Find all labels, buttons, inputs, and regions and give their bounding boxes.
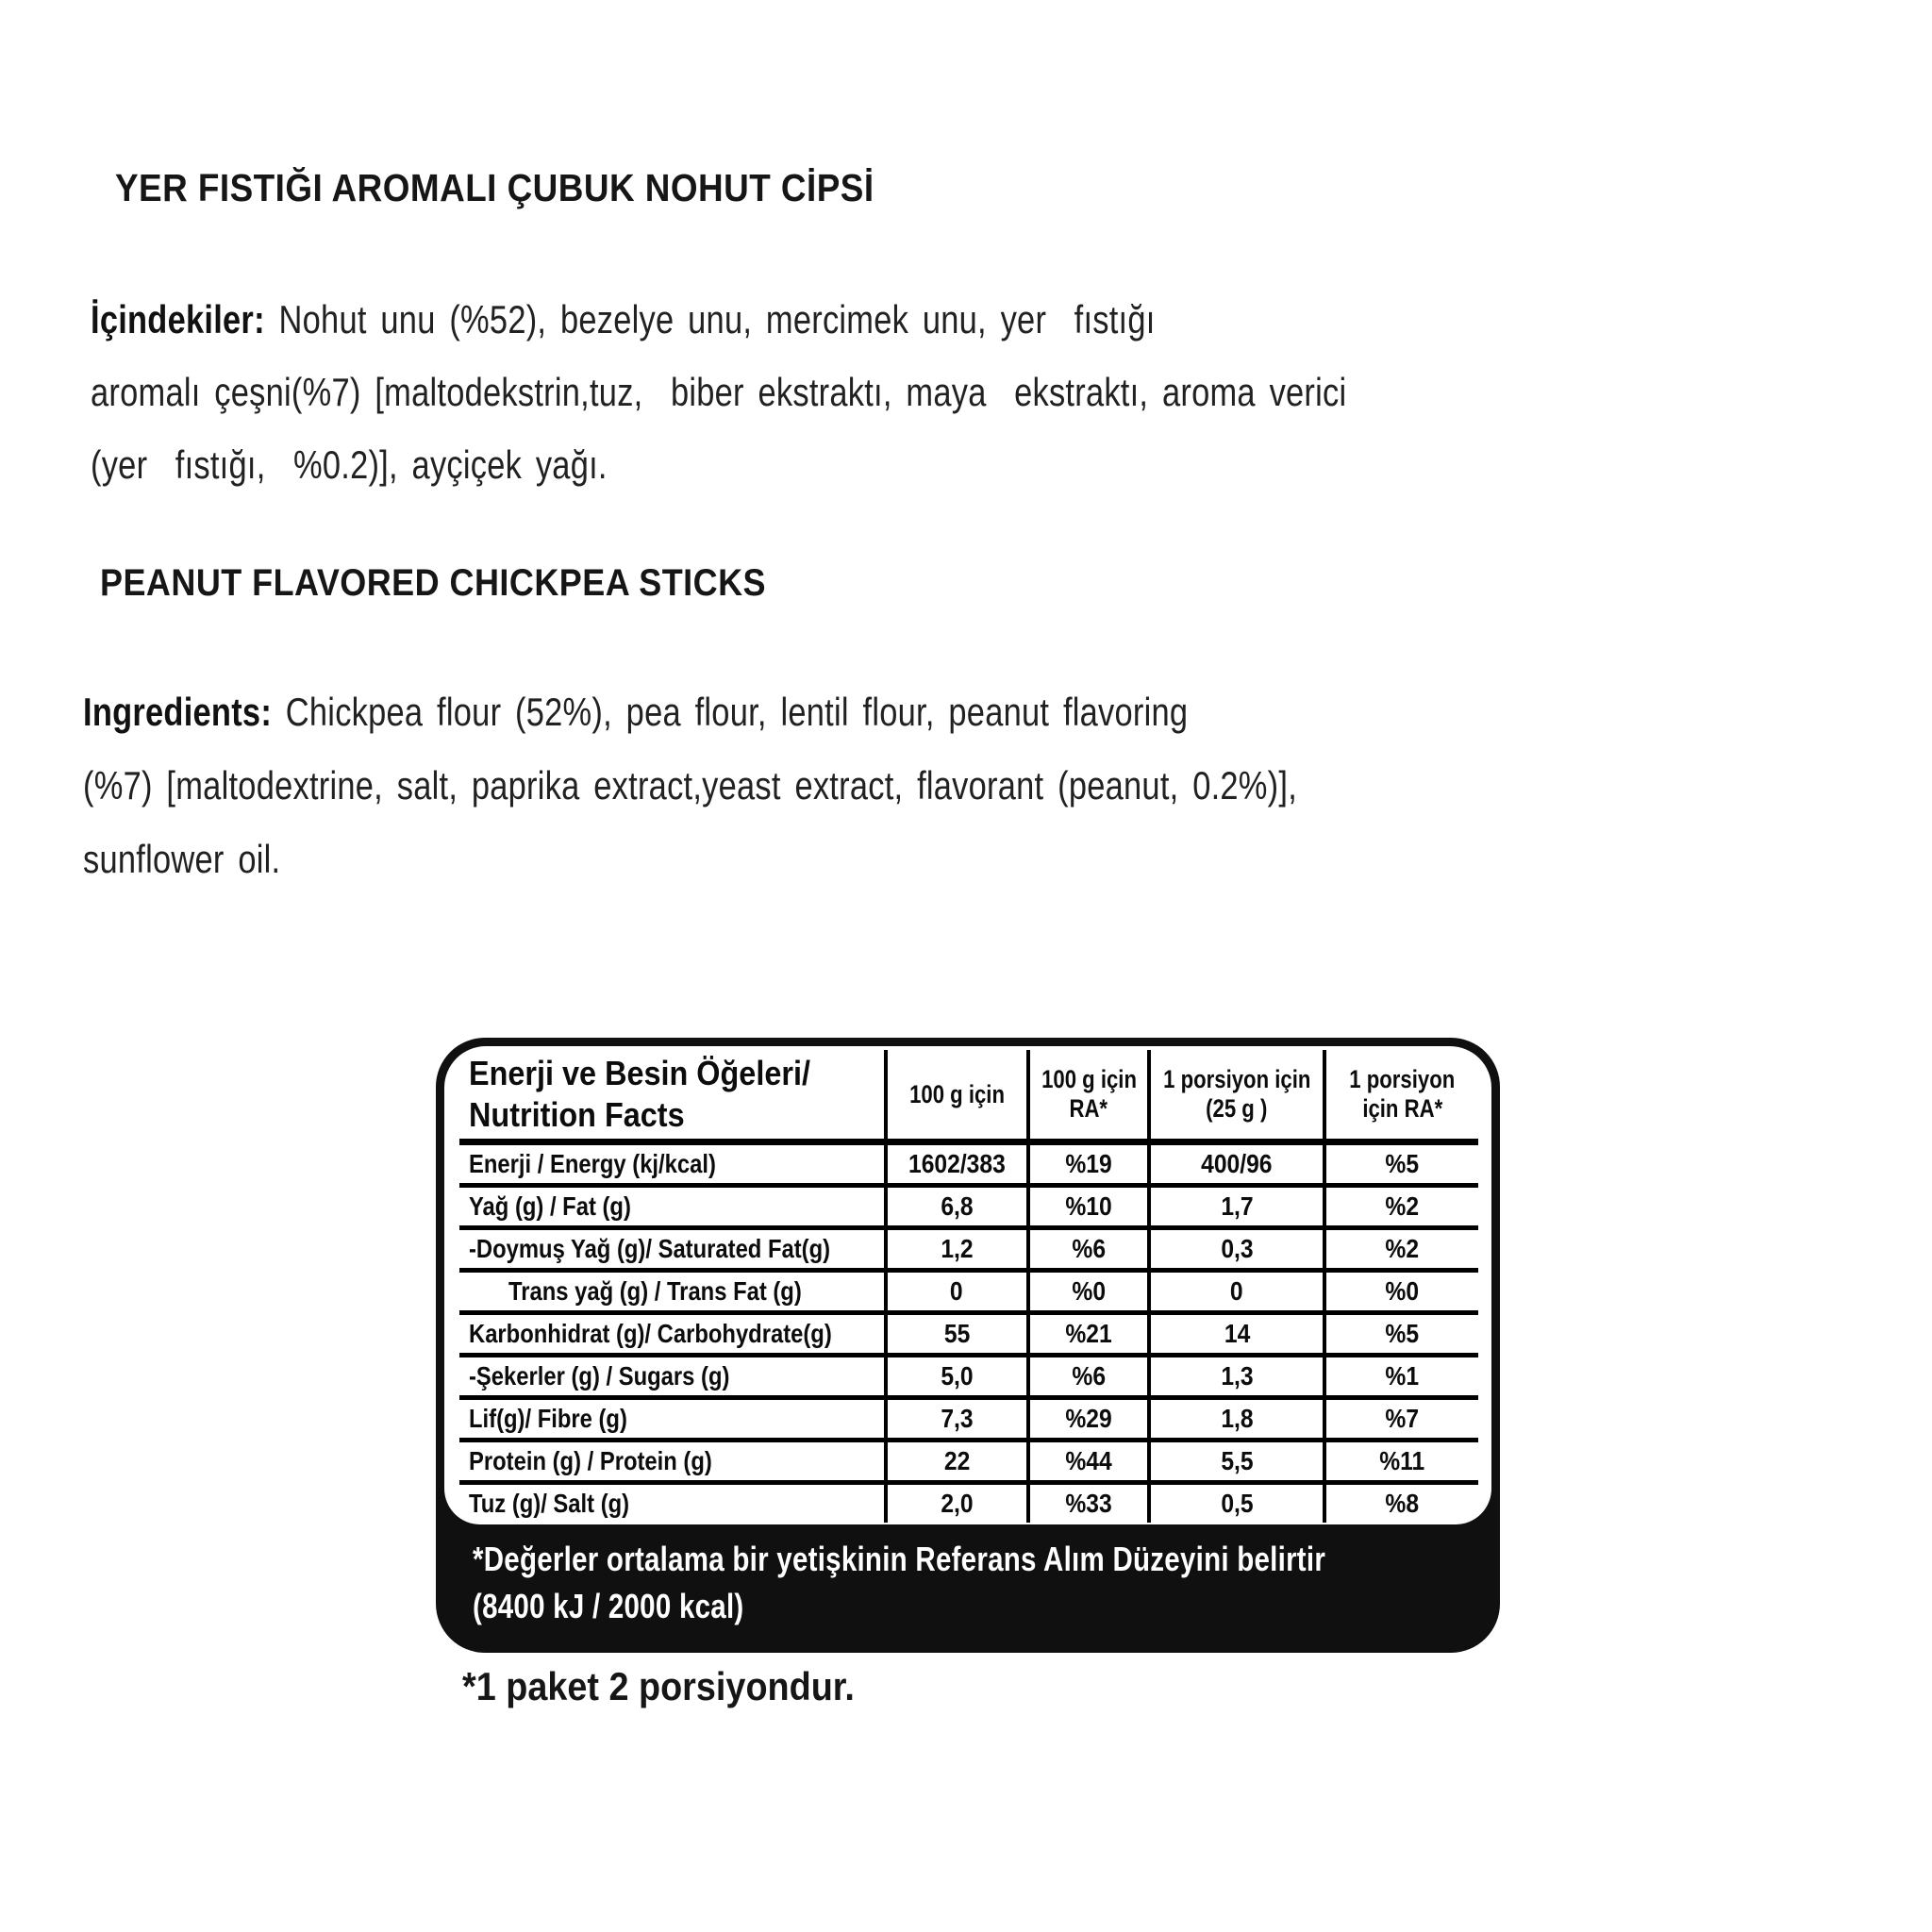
- ingredients-en-line3: sunflower oil.: [83, 837, 281, 881]
- nutrient-label: -Şekerler (g) / Sugars (g): [459, 1357, 888, 1395]
- ingredients-label-en: Ingredients:: [83, 690, 273, 734]
- value-per-100g: 1,2: [888, 1230, 1030, 1268]
- value-per-serving-ra: %2: [1385, 1234, 1420, 1263]
- table-row-trans-fat: [459, 1268, 1478, 1310]
- nutrient-label: Enerji / Energy (kj/kcal): [459, 1145, 888, 1183]
- value-per-100g: 22: [888, 1442, 1030, 1480]
- value-per-100g: 2,0: [888, 1485, 1030, 1523]
- value-per-100g: 55: [888, 1315, 1030, 1353]
- table-row-carbohydrate: [459, 1310, 1478, 1353]
- nutrition-facts-card: [436, 1038, 1500, 1653]
- product-title-en-text: PEANUT FLAVORED CHICKPEA STICKS: [100, 562, 766, 604]
- nutrient-label: -Doymuş Yağ (g)/ Saturated Fat(g): [459, 1230, 888, 1268]
- value-per-serving-ra: %8: [1385, 1489, 1420, 1518]
- table-row-sugars: [459, 1353, 1478, 1395]
- nutrition-table-header: [459, 1050, 1478, 1145]
- value-per-serving: 14: [1151, 1315, 1326, 1353]
- ingredients-en-line1-text: Chickpea flour (52%), pea flour, lentil flour, peanut flavoring: [272, 690, 1189, 734]
- ingredients-en-line2: (%7) [maltodextrine, salt, paprika extract,yeast extract, flavorant (peanut, 0.2%)],: [83, 763, 1298, 808]
- reference-intake-line2: (8400 kJ / 2000 kcal): [473, 1587, 744, 1625]
- header-nutrition-facts: Enerji ve Besin Öğeleri/ Nutrition Facts: [459, 1050, 888, 1139]
- value-per-serving-ra: %7: [1385, 1404, 1420, 1433]
- value-per-100g: 6,8: [888, 1188, 1030, 1225]
- value-per-serving-ra: %2: [1385, 1191, 1420, 1221]
- table-row-fat: [459, 1183, 1478, 1225]
- ingredients-paragraph-en: [83, 675, 1564, 896]
- value-per-serving-ra: %11: [1379, 1446, 1425, 1475]
- nutrient-label: Karbonhidrat (g)/ Carbohydrate(g): [459, 1315, 888, 1353]
- value-per-serving-ra: %5: [1385, 1149, 1420, 1178]
- value-per-100g-ra: %19: [1030, 1145, 1152, 1183]
- value-per-100g-ra: %29: [1030, 1400, 1152, 1438]
- value-per-100g-ra: %21: [1030, 1315, 1152, 1353]
- table-row-salt: [459, 1480, 1478, 1523]
- value-per-serving-ra: %1: [1385, 1361, 1420, 1391]
- value-per-serving-ra: %0: [1385, 1276, 1420, 1306]
- header-per-100g-ra: 100 g için RA*: [1030, 1050, 1152, 1139]
- ingredients-en-line1: [83, 675, 1297, 749]
- nutrient-label: Lif(g)/ Fibre (g): [459, 1400, 888, 1438]
- product-title-en: [100, 562, 840, 605]
- value-per-100g: 1602/383: [888, 1145, 1030, 1183]
- value-per-serving: 1,7: [1151, 1188, 1326, 1225]
- nutrient-label: Yağ (g) / Fat (g): [459, 1188, 888, 1225]
- ingredients-tr-line1-text: Nohut unu (%52), bezelye unu, mercimek unu, yer fıstığı: [264, 297, 1156, 341]
- value-per-100g-ra: %6: [1030, 1357, 1152, 1395]
- nutrient-label: Trans yağ (g) / Trans Fat (g): [459, 1273, 888, 1310]
- ingredients-tr-line3: (yer fıstığı, %0.2)], ayçiçek yağı.: [91, 442, 608, 487]
- value-per-serving: 1,8: [1151, 1400, 1326, 1438]
- product-title-tr: [115, 166, 958, 210]
- value-per-serving-ra: %5: [1385, 1319, 1420, 1348]
- nutrient-label: Tuz (g)/ Salt (g): [459, 1485, 888, 1523]
- value-per-100g-ra: %33: [1030, 1485, 1152, 1523]
- reference-intake-note: [444, 1524, 1491, 1653]
- serving-note-text: *1 paket 2 porsiyondur.: [462, 1664, 855, 1708]
- value-per-100g: 5,0: [888, 1357, 1030, 1395]
- header-per-100g: 100 g için: [888, 1050, 1030, 1139]
- nutrient-label: Protein (g) / Protein (g): [459, 1442, 888, 1480]
- product-title-tr-text: YER FISTIĞI AROMALI ÇUBUK NOHUT CİPSİ: [115, 166, 874, 209]
- nutrition-table: [444, 1046, 1491, 1524]
- reference-intake-line1: *Değerler ortalama bir yetişkinin Referans Alım Düzeyini belirtir: [473, 1540, 1326, 1578]
- value-per-100g-ra: %44: [1030, 1442, 1152, 1480]
- value-per-100g-ra: %6: [1030, 1230, 1152, 1268]
- value-per-100g-ra: %0: [1030, 1273, 1152, 1310]
- header-per-serving: 1 porsiyon için (25 g ): [1151, 1050, 1326, 1139]
- value-per-serving: 0: [1151, 1273, 1326, 1310]
- ingredients-paragraph-tr: [91, 283, 1623, 501]
- table-row-fibre: [459, 1395, 1478, 1438]
- ingredients-tr-line1: [91, 283, 1346, 356]
- ingredients-label-tr: İçindekiler:: [91, 297, 265, 341]
- value-per-serving: 5,5: [1151, 1442, 1326, 1480]
- table-row-saturated-fat: [459, 1225, 1478, 1268]
- value-per-serving: 1,3: [1151, 1357, 1326, 1395]
- ingredients-tr-line2: aromalı çeşni(%7) [maltodekstrin,tuz, biber ekstraktı, maya ekstraktı, aroma verici: [91, 370, 1347, 414]
- value-per-100g: 0: [888, 1273, 1030, 1310]
- serving-note: [462, 1664, 898, 1709]
- value-per-serving: 0,3: [1151, 1230, 1326, 1268]
- table-row-protein: [459, 1438, 1478, 1480]
- value-per-serving: 0,5: [1151, 1485, 1326, 1523]
- table-row-energy: [459, 1145, 1478, 1183]
- header-per-serving-ra: 1 porsiyon için RA*: [1349, 1065, 1456, 1123]
- value-per-100g: 7,3: [888, 1400, 1030, 1438]
- value-per-serving: 400/96: [1151, 1145, 1326, 1183]
- value-per-100g-ra: %10: [1030, 1188, 1152, 1225]
